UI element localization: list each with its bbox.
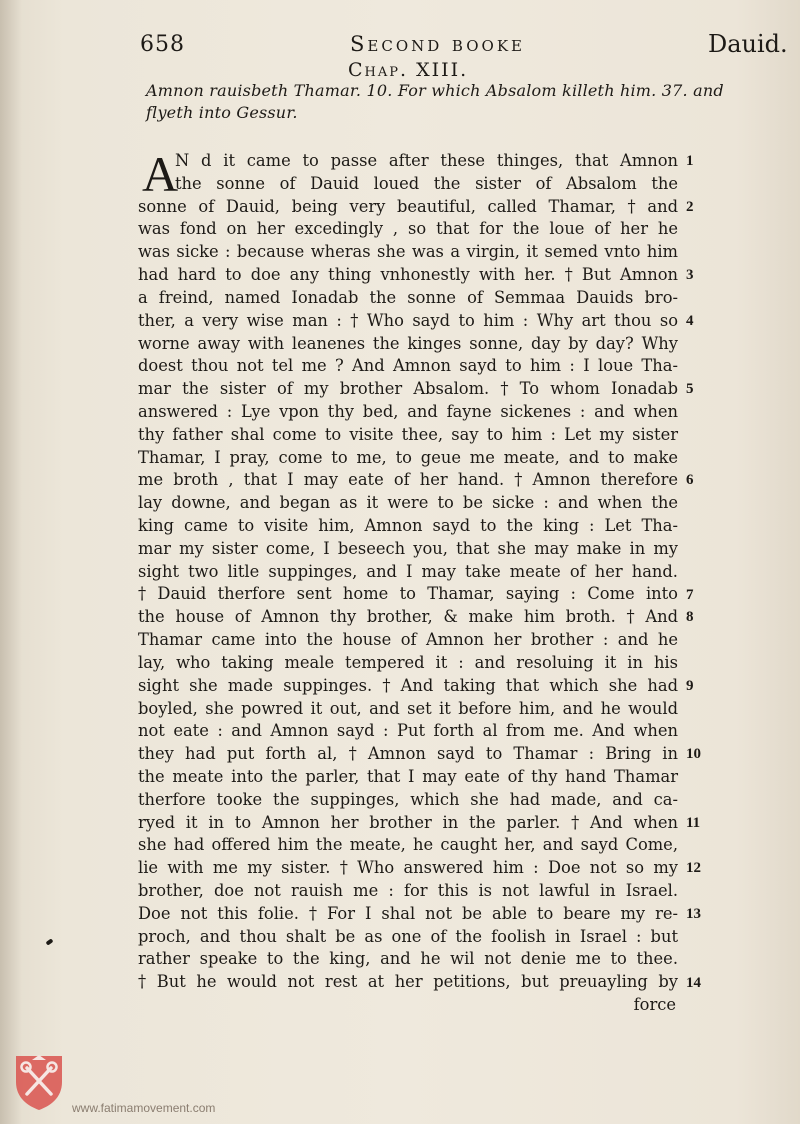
text-line: me broth , that I may eate of her hand. † Amnon therefore bbox=[138, 470, 678, 490]
text-line: the sonne of Dauid loued the sister of Absalom the bbox=[175, 173, 678, 193]
verse-number: 4 bbox=[686, 312, 694, 329]
text-line: king came to visite him, Amnon sayd to the king : Let Tha- bbox=[138, 516, 678, 535]
text-line: the house of Amnon thy brother, & make him broth. † And bbox=[138, 607, 678, 627]
running-head: Dauid. bbox=[708, 30, 788, 58]
text-line: doest thou not tel me ? And Amnon sayd to him : I loue Tha- bbox=[138, 356, 678, 376]
book-title: Second booke bbox=[350, 32, 525, 56]
text-line: a freind, named Ionadab the sonne of Semmaa Dauids bro- bbox=[138, 287, 678, 307]
verse-number: 12 bbox=[686, 860, 701, 877]
text-line: mar the sister of my brother Absalom. † To whom Ionadab bbox=[138, 379, 678, 399]
chapter-title: Chap. XIII. bbox=[348, 59, 469, 81]
text-line: Doe not this folie. † For I shal not be able to beare my re- bbox=[138, 903, 678, 923]
crossed-keys-shield-logo-icon bbox=[12, 1052, 66, 1112]
text-line: ther, a very wise man : † Who sayd to him : Why art thou so bbox=[138, 310, 678, 330]
text-line: lay, who taking meale tempered it : and resoluing it in his bbox=[138, 652, 678, 672]
text-line: lie with me my sister. † Who answered him : Doe not so my bbox=[138, 858, 678, 878]
text-line: lay downe, and began as it were to be sicke : and when the bbox=[138, 493, 678, 513]
verse-number: 1 bbox=[686, 153, 694, 169]
drop-cap: A bbox=[142, 146, 179, 202]
text-line: sonne of Dauid, being very beautiful, called Thamar, † and bbox=[138, 196, 678, 216]
text-line: sight she made suppinges. † And taking that which she had bbox=[138, 675, 678, 695]
watermark-url[interactable]: www.fatimamovement.com bbox=[72, 1101, 216, 1115]
verse-number: 3 bbox=[686, 267, 694, 284]
verse-number: 13 bbox=[686, 906, 701, 923]
text-line: had hard to doe any thing vnhonestly with her. † But Amnon bbox=[138, 265, 678, 285]
verse-number: 6 bbox=[686, 472, 694, 489]
verse-number: 14 bbox=[686, 974, 701, 991]
text-line: answered : Lye vpon thy bed, and fayne sickenes : and when bbox=[138, 401, 678, 421]
binding-shadow bbox=[0, 0, 22, 1124]
text-line: was sicke : because wheras she was a virgin, it semed vnto him bbox=[138, 242, 678, 262]
verse-number: 2 bbox=[686, 198, 694, 215]
text-line: N d it came to passe after these thinges, that Amnon bbox=[175, 151, 678, 170]
text-line: mar my sister come, I beseech you, that she may make in my bbox=[138, 538, 678, 558]
text-line: † Dauid therfore sent home to Thamar, saying : Come into bbox=[138, 584, 678, 604]
text-line: proch, and thou shalt be as one of the foolish in Israel : but bbox=[138, 926, 678, 946]
text-line: was fond on her excedingly , so that for the loue of her he bbox=[138, 219, 678, 239]
text-line: Thamar, I pray, come to me, to geue me meate, and to make bbox=[138, 447, 678, 467]
text-line: they had put forth al, † Amnon sayd to Thamar : Bring in bbox=[138, 744, 678, 764]
text-line: boyled, she powred it out, and set it before him, and he would bbox=[138, 698, 678, 718]
page-number: 658 bbox=[140, 32, 185, 57]
verse-number: 10 bbox=[686, 746, 701, 763]
text-line: she had offered him the meate, he caught her, and sayd Come, bbox=[138, 835, 678, 855]
text-line: Thamar came into the house of Amnon her brother : and he bbox=[138, 630, 678, 650]
text-line: the meate into the parler, that I may eate of thy hand Thamar bbox=[138, 766, 678, 786]
page-header bbox=[0, 28, 800, 88]
verse-number: 8 bbox=[686, 609, 694, 626]
text-line: brother, doe not rauish me : for this is not lawful in Israel. bbox=[138, 881, 678, 900]
text-line: force bbox=[633, 995, 676, 1015]
body-text bbox=[138, 146, 678, 1017]
text-line: ryed it in to Amnon her brother in the parler. † And when bbox=[138, 812, 678, 832]
text-line: rather speake to the king, and he wil not denie me to thee. bbox=[138, 949, 678, 969]
verse-number: 7 bbox=[686, 586, 694, 603]
text-line: † But he would not rest at her petitions, but preuayling by bbox=[138, 972, 678, 992]
chapter-summary: Amnon rauisbeth Thamar. 10. For which Absalom killeth him. 37. and flyeth into Gessur. bbox=[146, 81, 724, 122]
text-line: worne away with leanenes the kinges sonne, day by day? Why bbox=[138, 333, 678, 353]
text-line: not eate : and Amnon sayd : Put forth al from me. And when bbox=[138, 721, 678, 741]
verse-number: 11 bbox=[686, 814, 701, 831]
verse-number: 9 bbox=[686, 677, 694, 694]
text-line: therfore tooke the suppinges, which she had made, and ca- bbox=[138, 789, 678, 809]
ink-mark bbox=[45, 938, 53, 945]
verse-number: 5 bbox=[686, 381, 694, 398]
text-line: sight two litle suppinges, and I may take meate of her hand. bbox=[138, 561, 678, 581]
text-line: thy father shal come to visite thee, say to him : Let my sister bbox=[138, 424, 678, 444]
